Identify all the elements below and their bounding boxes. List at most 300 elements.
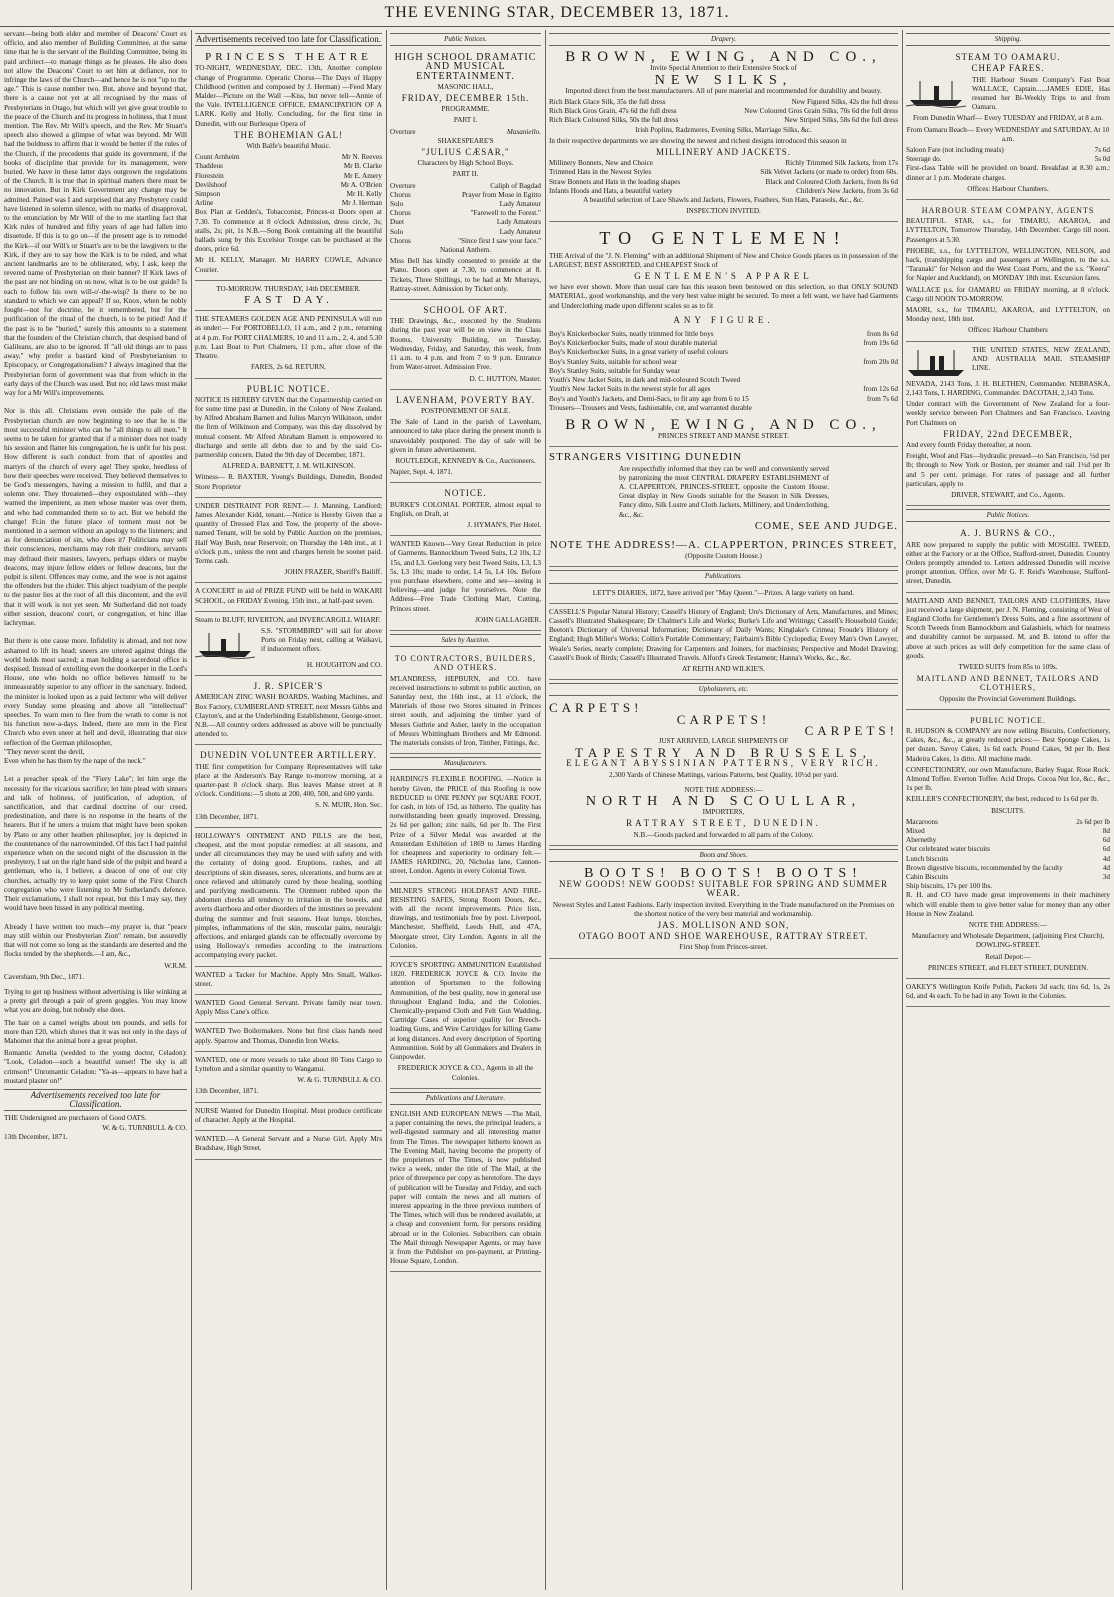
ad-body: Are respectfully informed that they can be well and conveniently served by patronizing the most CENTRAL DRAPERY ESTABLISHMENT of A. CLAPPERTON, PRINCES-STREET, opposite the Custom House. Great display in New Goods suitable for the Season in Silk Dresses, Fancy ditto, Silk Lustre and Cloth Jackets, Millinery, and Underclothing, &c., &c. bbox=[619, 464, 829, 519]
ad-title: PUBLIC NOTICE. bbox=[246, 383, 331, 394]
programme-row-value: Lady Amateurs bbox=[496, 218, 541, 227]
suit-row bbox=[549, 367, 898, 376]
programme-row-label: Duet bbox=[390, 218, 404, 227]
gentlemen-ad bbox=[549, 224, 898, 447]
ad-body: WANTED Known—Very Great Reduction in price of Garments. Bannockburn Tweed Suits, L2 10s, L2 15s, and L3. Geelong very best Tweed Suits, L3, L3 5s, L3 10s; made to order, L4 5s, L4 10s. Before you purchase elsewhere, come and see—seeing is believing—and judge for yourselves. Note the Address—Free Trade Clothing Mart, Cutting, Princes street. bbox=[390, 540, 541, 613]
suit-row-label: Boy's Stanley Suits, suitable for school wear bbox=[549, 357, 678, 366]
programme-row-label: Overture bbox=[390, 181, 416, 190]
section-heading: Drapery. bbox=[549, 33, 898, 46]
suit-row bbox=[549, 330, 898, 339]
ad-body: we have ever shown. More than usual care has this season been bestowed on this selection, so that ONLY SOUND MATERIAL, good workmanship, and the very best value might be secured. To meet a felt want, we have had Garments and Underclothing made upon different scales so as to fit bbox=[549, 283, 898, 310]
programme-row-label: Chorus bbox=[390, 209, 411, 218]
ad-subtitle: POSTPONEMENT OF SALE. bbox=[420, 406, 511, 415]
ad-title: Steam to BLUFF, RIVERTON, and INVERCARGILL WHARF. bbox=[195, 615, 381, 624]
ad-body: Under contract with the Government of New Zealand for a four-weekly service between Port Chalmers and San Francisco. Leaving Port Chalmers on bbox=[906, 400, 1110, 427]
section-heading: Publications and Literature. bbox=[390, 1092, 541, 1105]
programme-row bbox=[390, 228, 541, 237]
carpets-ad bbox=[549, 699, 898, 845]
masthead: THE EVENING STAR, DECEMBER 13, 1871. bbox=[0, 0, 1114, 27]
suit-row-value: from 12s 6d bbox=[863, 385, 898, 394]
letter-body: servant—being both elder and member of Deacons' Court ex officio, and also member of Building Committee, at the same time that he is the servant of the Building Committee, being its paid architect—to manage things as he pleases. He also does not allow the Deacons' Court to set him at defiance, nor to infringe the laws of the Church—and hence he is not "up to the age." This is cause number two. But, above and beyond that, there is a cause not yet at all recognised by the mass of Presbyterians in Otago, but which will yet give great trouble to the peace of the Church and its progress in holiness, that I must mention. The Rev. Mr Will's speech, and the Rev. Mr Stuart's speech also showed a glimpse of what was beyond. Mr Will had the boldness to affirm that it would be better if the rules of the Church, if the precedents that guide its government, if the books of discipline that provide for its management, were buried. We have in these latter days outgrown the regulations of the Church. It is true that in spiritual matters there must be no innovation. But in Kirk Government any change may be admitted. Pained was I and surprised that any Presbytery could have listened in solemn silence, with no marks of disapproval, to the enunciation by Mr Will of the to me startling fact that Kirk rules of hundred and fifty years of age had fallen into disuetude. If this is to go on—if the present age is to remodel the Kirk—if our Will's or Stuart's are to be the lawgivers to the Kirk, if they are to say how the Kirk is to be ruled, and what ancient landmarks are to be obliterated, why, I ask, keep the revered name of Presbyterian on their banner? If Kirk laws of the past are not binding on us now, what is to be our guide? Is each to follow his own will-o'-the-wisp? Is there to be no standard to which we can appeal? If so, Knox, when he nobly fought—not for doctrine, be it remembered, but for the purification of the ritual of the church, is to be pitied! And if the past is to be "buried," surely this amounts to a statement that the founders of the Christian church, that despised band of Galileans, are also to be ignored. If "all old things are to pass away," why prefer a bastard kind of Presbyterianism to Episcopacy, or Congregationalism? I always imagined that the Presbyterian form of government was that from which in the early days of the Church was used. But no; old laws must make way for a Mr Will's improvements. Nor is this all. Christians even outside the pale of the Presbyterian church are now beginning to see that he is the most successful minister who can be "all things to all men." It seems to be taken for granted that if a minister does not toady his session and flatter his congregation, he is unfit for his post. How different is such conduct from that of apostles and martyrs of the church of every age! They spoke, heedless of how their speeches were received. They believed themselves to be God's messengers, having a mission to fulfil, and that a solemn one. They threatened—they expostulated with—they warned the impenitent, as men whose master was over them, and who had commanded them so to act. But we behold the change! Fr.in the future place of torment must not be mentioned in a sermon without an apology to the listeners; and as for denunciation of sin, who does it? Politicians may sell their consciences, merchants may rob their creditors, servants may defraud their masters, lawyers, perhaps elders or maybe deacons, may injure fellow elders or fellow deacons, but the pulpit is silent. Offences may come, and the woe is not against the offenders but the chider. This abject toadyism of the people to the pastor lies at the root of all this discontent, and the evil that it will work is not yet seen. Mr Sutherland did not toady either session, deacons' court, or congregation, et hinc illae lachrymae. But there is one cause more. Infidelity is abroad, and not now ashamed to lift its head; sneers are uttered against things the world holds most sacred; a man holding a sacerdotal office is despised. Instead of extolling even the doorkeeper in the Lord's House, one who holds no office believes himself to be immeasurably superior to any officer in the sanctuary. Indeed, the minister is looked upon as a paid lecturer who will deliver every Sunday some pleasing and above all "intellectual" speeches. To warn men to flee from the wrath to come is not his function now-a-days. Indeed, there are men in the First Church who even sneer at hell and devil, illustrating that nice reflection of the German philosopher, "They never scent the devil, Even when he has them by the nape of the neck." Let a preacher speak of the "Fiery Lake"; let him urge the necessity for the vicarious sacrifice; let him plead with sinners and talk of holiness, of justification, of adoption, of sanctification, and that cardinal doctrine of our creed, predestination, and there is no response in the hearts of the hearers. But if he utters a truism that might have been spoken by Plato or any other heathen philosopher, joy is depicted in the countenance of the narrowminded. Of this fact I had painful experience when on the second night of the discussion in the presbytery, I sat on the right hand side of the pulpit and heard a gentleman, who is, I believe, a deacon of one of our city churches, actually try to keep quiet some of the First Church congregation who were listening to Mr Sutherland's defence. Their exclamations, I shall not repeat, but this I may say, they would have been hissed in any political meeting. Already I have written too much—my prayer is, that "peace may still within our Presbyterian Zion" remain, but assuredly that will not come so long as the standards are deserted and the flocks tended by the shepherds.—I am, &c., bbox=[4, 30, 187, 959]
ad-line: From Oamaru Beach— Every WEDNESDAY and SATURDAY, At 10 a.m. bbox=[906, 125, 1110, 143]
ad-body: R. H. and CO have made great improvements in their machinery which will enable them to give better value for money than any other House in New Zealand. bbox=[906, 891, 1110, 918]
cast-row-label: Florestein bbox=[195, 171, 224, 180]
ad-body: PHOEBE, s.s., for LYTTELTON, WELLINGTON, NELSON, and back, (transhipping cargo and passengers at Wellington, to the s.s. "Taranaki" for Nelson and the West Coast Ports, and the s.s. "Keera" for Napier and Auckland), on MONDAY 18th inst. Excursion fares. bbox=[906, 246, 1110, 283]
ad-line: PRINCES STREET AND MANSE STREET. bbox=[658, 432, 789, 441]
ad-title: THE UNITED STATES, NEW ZEALAND, AND AUSTRALIA MAIL STEAMSHIP LINE. bbox=[972, 345, 1110, 373]
late-ads-heading: Advertisements received too late for Classification. bbox=[4, 1089, 187, 1111]
millinery-row-value: Richly Trimmed Silk Jackets, from 17s bbox=[785, 159, 898, 168]
programme-row-value: Prayer from Mose in Egitto bbox=[461, 190, 541, 199]
biscuit-row-value: 3d bbox=[1102, 873, 1110, 882]
oats-signature: W. & G. TURNBULL & CO. bbox=[102, 1123, 187, 1132]
programme-item: Overture bbox=[390, 127, 416, 136]
silk-row-value: New Figured Silks, 42s the full dress bbox=[791, 98, 898, 107]
ad-signature: JOHN FRAZER, Sheriff's Bailiff. bbox=[284, 568, 382, 577]
ad-signature: ALFRED A. BARNETT, J. M. WILKINSON. bbox=[221, 462, 356, 471]
biscuit-row bbox=[906, 818, 1110, 827]
ad-date: 13th December, 1871. bbox=[195, 1087, 259, 1096]
cast-row-label: Devilshoof bbox=[195, 180, 227, 189]
ad-subtitle: CHEAP FARES. bbox=[971, 63, 1045, 74]
ad-line: SHAKESPEARE'S bbox=[437, 136, 494, 145]
biscuit-row-value: 6d bbox=[1102, 836, 1110, 845]
biscuit-row bbox=[906, 873, 1110, 882]
school-of-art-ad bbox=[390, 302, 541, 390]
ad-line: And every fourth Friday thereafter, at noon. bbox=[906, 440, 1032, 449]
wanted-ad bbox=[195, 1025, 382, 1051]
biscuit-row-value: 2s 6d per lb bbox=[1076, 817, 1110, 826]
ad-line: National Anthem. bbox=[439, 246, 492, 255]
ad-subtitle: NEW GOODS! NEW GOODS! SUITABLE FOR SPRING AND SUMMER WEAR. bbox=[559, 879, 888, 899]
fare-row-label: Steerage do. bbox=[906, 155, 942, 164]
ad-title: JAS. MOLLISON AND SON, bbox=[657, 920, 790, 931]
ad-body: MILNER'S STRONG HOLDFAST AND FIRE-RESISTING SAFES, Strong Room Doors, &c., with all the recent improvements. Price lists, drawings, and testimonials free by post. Liverpool, Manchester, Sheffield, Leeds Hull, and 47A, Moorgate street, City London. Agents in all the Colonies. bbox=[390, 886, 541, 950]
mail-line-ad bbox=[906, 344, 1110, 506]
ad-title: CARPETS! bbox=[549, 700, 643, 716]
ad-signature: AT REITH AND WILKIE'S. bbox=[682, 664, 765, 673]
ad-body: Newest Styles and Latest Fashions. Early inspection invited. Everything in the Trade manufactured on the Premises on the shortest notice of the very best material and workmanship. bbox=[552, 900, 895, 918]
ad-body: UNDER DISTRAINT FOR RENT.— J. Manning, Landlord; James Alexander Kidd, tenant.—Notice is Hereby Given that a quantity of Dressed Flax and Tow, the property of the above-named Tenant, will be sold by Public Auction on the premises, Half Way Bush, near Reservoir, on Thursday the 14th inst., at 1 o'clock p.m., unless the rent and charges herein be sooner paid. Terms cash. bbox=[195, 501, 382, 565]
programme-row-value: Lady Amateur bbox=[499, 227, 541, 236]
brown-ewing-silks-ad bbox=[549, 49, 898, 222]
cast-list bbox=[195, 153, 382, 208]
biscuit-row-label: Macaroons bbox=[906, 817, 938, 826]
millinery-row-value: Children's New Jackets, from 3s 6d bbox=[796, 186, 898, 195]
ad-line: 2,300 Yards of Chinese Mattings, various Patterns, best Quality, 10½d per yard. bbox=[608, 770, 839, 779]
programme-list bbox=[390, 182, 541, 246]
cast-row-value: Mr H. Kelly bbox=[346, 190, 382, 199]
ad-title: BROWN, EWING, AND CO., bbox=[565, 416, 882, 433]
millinery-row-label: Infants Hoods and Hats, a beautiful variety bbox=[549, 186, 673, 195]
ad-title: CARPETS! bbox=[676, 711, 771, 727]
millinery-row-value: Silk Velvet Jackets (or made to order) from 60s. bbox=[760, 168, 898, 177]
section-heading: Public Notices. bbox=[390, 33, 541, 46]
burke-ad bbox=[390, 485, 541, 536]
fare-row-label: Saloon Fare (not including meals) bbox=[906, 146, 1004, 155]
cast-row bbox=[195, 153, 382, 162]
ad-signature: ROUTLEDGE, KENNEDY & Co., Auctioneers. bbox=[395, 456, 536, 465]
ad-line: Offices: Harbour Chambers bbox=[968, 326, 1048, 335]
ad-title: A. J. BURNS & CO., bbox=[960, 528, 1056, 539]
mail-ad bbox=[390, 1108, 541, 1272]
ad-line: PART II. bbox=[452, 170, 479, 179]
ad-line: PRINCES STREET, and FLEET STREET, DUNEDIN. bbox=[927, 963, 1089, 972]
ad-body: THE STEAMERS GOLDEN AGE AND PENINSULA will run as under:— For PORTOBELLO, 11 a.m., and 2 p.m., returning at 4 p.m. For PORT CHALMERS, 10 and 11 a.m., 2, 4, and 5.30 p.m. Last Boat to Port Chalmers, 11 p.m., after close of the Theatre. bbox=[195, 315, 382, 361]
ad-line: NOTE THE ADDRESS:— bbox=[968, 921, 1048, 930]
ad-body: BURKE'S COLONIAL PORTER, almost equal to English, on Draft, at bbox=[390, 500, 541, 518]
millinery-row-value: Black and Coloured Cloth Jackets, from 8s 6d bbox=[765, 177, 898, 186]
auction-ad bbox=[390, 650, 541, 754]
millinery-row-label: Trimmed Hats in the Newest Styles bbox=[549, 168, 652, 177]
suit-row bbox=[549, 404, 898, 413]
biscuit-row-value: 4d bbox=[1102, 863, 1110, 872]
wanted-ad bbox=[195, 969, 382, 995]
suit-row bbox=[549, 376, 898, 385]
section-heading: Upholsterers, etc. bbox=[549, 683, 898, 696]
ad-line: INSPECTION INVITED. bbox=[686, 207, 761, 216]
suit-row-label: Boy's Knickerbocker Suits, made of stout durable material bbox=[549, 339, 718, 348]
ad-body: OAKEY'S Wellington Knife Polish, Packets 3d each; tins 6d, 1s, 2s 6d, and 4s each. To be had in any Town in the Colonies. bbox=[906, 983, 1110, 1001]
suit-row-label: Youth's New Jacket Suits, in dark and mid-coloured Scotch Tweed bbox=[549, 376, 741, 385]
cast-row bbox=[195, 181, 382, 190]
ad-body: THE Harbour Steam Company's Fast Boat WALLACE, Captain......JAMES EDIE, Has resumed her Bi-Weekly Trips to and from Oamaru. bbox=[972, 75, 1110, 112]
biscuit-row-value: 8d bbox=[1102, 827, 1110, 836]
ad-signature: Mr H. KELLY, Manager. Mr HARRY COWLE, Advance Courier. bbox=[195, 256, 382, 274]
ad-body: WALLACE p.s. for OAMARU on FRIDAY morning, at 8 o'clock. Cargo till NOON TO-MORROW. bbox=[906, 285, 1110, 303]
wanted-ad bbox=[195, 1133, 382, 1159]
biscuit-row bbox=[906, 836, 1110, 845]
section-heading: Public Notices. bbox=[906, 509, 1110, 522]
princess-theatre-ad bbox=[195, 49, 382, 281]
ad-line: FRIDAY, DECEMBER 15th. bbox=[401, 93, 530, 104]
ad-body: S.S. "STORMBIRD" will sail for above Ports on Friday next, calling at Waikavi, if inducement offers. bbox=[261, 626, 382, 654]
silk-row-value: New Coloured Gros Grain Silks, 70s 6d the full dress bbox=[744, 107, 898, 116]
ad-subtitle: COME, SEE AND JUDGE. bbox=[754, 519, 898, 532]
programme-row-value: "Since first I saw your face." bbox=[458, 236, 541, 245]
column-4 bbox=[549, 30, 898, 1590]
column-5 bbox=[906, 30, 1110, 1590]
programme-row-label: Solo bbox=[390, 227, 404, 236]
ad-title: PUBLIC NOTICE. bbox=[970, 715, 1046, 725]
ad-line: JUST ARRIVED, LARGE SHIPMENTS OF bbox=[658, 736, 789, 745]
ad-title: NOTE THE ADDRESS!—A. CLAPPERTON, PRINCES STREET, bbox=[549, 538, 898, 551]
ad-body: The Sale of Land in the parish of Lavenham, announced to take place during the present month is unavoidably postponed. The day of sale will be given in future advertisement. bbox=[390, 418, 541, 454]
silk-row-label: Rich Black Glace Silk, 35s the full dress bbox=[549, 98, 666, 107]
cast-row-value: Mr E. Amery bbox=[343, 171, 382, 180]
column-3 bbox=[390, 30, 541, 1590]
cast-row-value: Mr J. Herman bbox=[341, 199, 382, 208]
section-heading: Shipping. bbox=[906, 33, 1110, 46]
clothing-ad bbox=[390, 538, 541, 631]
ad-body: A CONCERT in aid of PRIZE FUND will be held in WAKARI SCHOOL, on FRIDAY Evening, 15th inst., at half-past seven. bbox=[195, 587, 382, 605]
ad-title: SCHOOL OF ART. bbox=[423, 305, 508, 316]
burns-ad bbox=[906, 525, 1110, 592]
programme-row bbox=[390, 200, 541, 209]
ad-subtitle: TAPESTRY AND BRUSSELS, bbox=[575, 745, 872, 761]
boots-ad bbox=[549, 865, 898, 959]
ad-line: TWEED SUITS from 85s to 109s. bbox=[958, 662, 1058, 671]
biscuit-row bbox=[906, 845, 1110, 854]
ad-title: STRANGERS VISITING DUNEDIN bbox=[549, 451, 743, 464]
millinery-row bbox=[549, 159, 898, 168]
cast-row bbox=[195, 199, 382, 208]
programme-row-value: Caliph of Bagdad bbox=[490, 181, 541, 190]
biscuit-row-label: Brown digestive biscuits, recommended by the faculty bbox=[906, 863, 1063, 872]
ad-body: ARE now prepared to supply the public with MOSGIEL TWEED, either at the Factory or at the Office, Stafford-street, Dunedin. Country Orders promptly attended to. Letters addressed Dunedin will receive prompt attention. Office, over Mr G. F. Reid's Warehouse, Stafford-street, Dunedin. bbox=[906, 540, 1110, 586]
letter-dateline: Caversham, 9th Dec., 1871. bbox=[4, 972, 85, 981]
millinery-row bbox=[549, 168, 898, 177]
ad-title: FAST DAY. bbox=[244, 294, 333, 307]
ad-body: KEILLER'S CONFECTIONERY, the best, reduced to 1s 6d per lb. bbox=[906, 795, 1099, 804]
suit-row-value: from 7s 6d bbox=[866, 394, 898, 403]
harbour-steam-ad bbox=[906, 202, 1110, 342]
fare-row bbox=[906, 155, 1110, 164]
suit-row-label: Boy's Stanley Suits, suitable for Sunday wear bbox=[549, 366, 680, 375]
millinery-row-label: Straw Bonnets and Hats in the leading shapes bbox=[549, 177, 681, 186]
ad-line: Offices: Harbour Chambers. bbox=[967, 184, 1049, 193]
fare-row bbox=[906, 146, 1110, 155]
ad-line: Manufactory and Wholesale Department, (adjoining First Church), DOWLING-STREET. bbox=[911, 932, 1105, 950]
biscuit-row bbox=[906, 827, 1110, 836]
column-rule bbox=[545, 30, 546, 1590]
ad-line: "JULIUS CÆSAR," bbox=[421, 147, 510, 158]
ad-line: First Shop from Princes-street. bbox=[679, 943, 768, 952]
programme-row bbox=[390, 209, 541, 218]
steamship-icon bbox=[906, 348, 966, 378]
suit-row bbox=[549, 385, 898, 394]
ad-body: NOTICE IS HEREBY GIVEN that the Copartnership carried on for some time past at Dunedin, in the Colony of New Zealand, by Alfred Abraham Barnett and Julius Marcyn Wilkinson, under the firm of Wilkinson and Company, was this day dissolved by mutual consent. Mr Alfred Abraham Barnett is empowered to discharge and settle all debts due to and by the said Co-partnership concern. Dated the 9th day of December, 1871. bbox=[195, 395, 382, 459]
ad-body: MAORI, s.s., for TIMARU, AKAROA, and LYTTELTON, on Monday next, 18th inst. bbox=[906, 306, 1110, 324]
stormbird-ad bbox=[195, 614, 382, 676]
ad-line: N.B.—Goods packed and forwarded to all parts of the Colony. bbox=[633, 830, 814, 839]
ad-title: NORTH AND SCOULLAR, bbox=[585, 794, 862, 809]
ad-body: Miss Bell has kindly consented to preside at the Piano. Doors open at 7.30, to commence at 8. Tickets, Three Shillings, to be had at Mr Murrays, Rattray-street. Admission by Ticket only. bbox=[390, 257, 541, 293]
ad-title: J. R. SPICER'S bbox=[253, 681, 324, 692]
ad-line: MASONIC HALL, bbox=[437, 82, 494, 91]
ad-signature: J. HYMAN'S, Pier Hotel. bbox=[467, 520, 541, 529]
programme-row bbox=[390, 237, 541, 246]
ad-signature: H. HOUGHTON and CO. bbox=[306, 660, 382, 669]
suit-row bbox=[549, 348, 898, 357]
artillery-ad bbox=[195, 747, 382, 827]
fast-day-ad bbox=[195, 283, 382, 311]
programme-row-value: "Farewell to the Forest." bbox=[470, 209, 541, 218]
cast-row bbox=[195, 172, 382, 181]
silk-row-label: Rich Black Coloured Silks, 50s the full dress bbox=[549, 116, 679, 125]
ad-title: CARPETS! bbox=[804, 722, 898, 738]
millinery-list bbox=[549, 159, 898, 196]
suit-row-label: Trousers—Trousers and Vests, fashionable, cut, and warranted durable bbox=[549, 403, 752, 412]
ad-signature: S. N. MUIR, Hon. Sec. bbox=[315, 801, 382, 810]
ad-signature: JOHN GALLAGHER. bbox=[475, 615, 541, 624]
ad-line: With Balfe's beautiful Music. bbox=[246, 142, 331, 151]
ad-subtitle: RATTRAY STREET, DUNEDIN. bbox=[626, 818, 821, 829]
ad-title: MAITLAND AND BENNET, TAILORS AND CLOTHIERS, bbox=[916, 674, 1100, 693]
silk-row bbox=[549, 107, 898, 116]
ad-title: HARBOUR STEAM COMPANY, AGENTS bbox=[921, 206, 1095, 216]
suit-row-label: Boy's Knickerbocker Suits, in a great variety of useful colours bbox=[549, 348, 728, 357]
programme-row bbox=[390, 182, 541, 191]
holloway-ad bbox=[195, 830, 382, 967]
clapperton-ad bbox=[549, 449, 898, 567]
joyce-ad bbox=[390, 959, 541, 1089]
spicer-ad bbox=[195, 678, 382, 745]
suit-row-label: Boy's Knickerbocker Suits, neatly trimmed for little boys bbox=[549, 330, 714, 339]
silk-row-label: Rich Black Gros Grain, 47s 6d the full dress bbox=[549, 107, 677, 116]
ad-body: THE Arrival of the "J. N. Fleming" with an additional Shipment of New and Choice Goods places us in possession of the LARGEST, BEST ASSORTED, and CHEAPEST Stock of bbox=[549, 251, 898, 269]
column-rule bbox=[386, 30, 387, 1590]
biscuits-list bbox=[906, 818, 1110, 892]
section-heading: Boots and Shoes. bbox=[549, 849, 898, 862]
ad-body: First-class Table will be provided on board. Breakfast at 8.30 a.m.: dinner at 1 p.m. Moderate charges. bbox=[906, 164, 1110, 182]
biscuit-row-label: Our celebrated water biscuits bbox=[906, 845, 991, 854]
silks-price-list bbox=[549, 98, 898, 126]
filler-paragraph: Trying to get up business without advertising is like winking at a pretty girl through a pair of green goggles. You may know what you are doing, but nobody else does. bbox=[4, 987, 187, 1015]
nurse-ad bbox=[195, 1105, 382, 1131]
ad-title: STEAM TO OAMARU. bbox=[955, 52, 1061, 63]
ad-signature: FREDERICK JOYCE & CO., Agents in all the Colonies. bbox=[397, 1064, 534, 1082]
hudson-ad bbox=[906, 712, 1110, 979]
programme-row-label: Solo bbox=[390, 200, 404, 209]
biscuit-row bbox=[906, 855, 1110, 864]
ad-title: TO CONTRACTORS, BUILDERS, AND OTHERS. bbox=[394, 654, 537, 673]
ad-body: Box Plan at Geddes's, Tobacconist, Princes-st Doors open at 7.30. To commence at 8 o'clock Admission, dress circle, 3s; stalls, 2s; pit, 1s N.B.—Song Book containing all the beautiful ballads sung by this Excelsior Troupe can be purchased at the doors, price 6d. bbox=[195, 208, 382, 254]
silk-row bbox=[549, 116, 898, 125]
programme-row-value: Lady Amateur bbox=[499, 200, 541, 209]
biscuit-row-label: Cabin Biscuits bbox=[906, 873, 949, 882]
millinery-row-label: Millinery Bonnets, New and Choice bbox=[549, 159, 654, 168]
ad-line: BISCUITS. bbox=[991, 806, 1025, 815]
ad-title: NOTICE. bbox=[444, 488, 487, 499]
ad-body: In their respective departments we are showing the newest and richest designs introduced this season in bbox=[549, 136, 847, 145]
ad-title: PRINCESS THEATRE bbox=[205, 51, 372, 64]
suit-row-label: Youth's New Jacket Suits in the newest style for all ages bbox=[549, 385, 711, 394]
concert-ad bbox=[195, 585, 382, 611]
ad-body: CASSELL'S Popular Natural History; Cassell's History of England; Ure's Dictionary of Arts, Manufactures, and Mines; Cassell's Illustrated Shakespeare; Dr Chalmer's Life and Works; Burke's Life and Writings; Cassell's Household Guide; Beeton's Dictionary of Universal Information; Dictionary of Daily Wants; Kinglake's Crimea; Froude's History of England; Hugh Miller's Works; Collin's Portable Commentary; Fairbairn's Bible Cyclopedia; Every Man's Own Lawyer, Weale's Series, nearly complete; Drawing for Carpenters and Joiners, for machinists; Perspective and Model Drawing; Cassell's Book of Birds; Cassell's Illustrated Travels. Alford's Greek Testament; Hanna's Works, &c., &c. bbox=[549, 607, 898, 662]
steamers-ad bbox=[195, 313, 382, 378]
letts-ad bbox=[549, 587, 898, 604]
suits-price-list bbox=[549, 330, 898, 413]
column-rule bbox=[902, 30, 903, 1590]
silk-row bbox=[549, 98, 898, 107]
ad-date: TO-MORROW. THURSDAY, 14th DECEMBER. bbox=[216, 284, 361, 293]
ad-body: BEAUTIFUL STAR, s.s., for TIMARU, AKAROA, and LYTTELTON, Tomorrow Thursday, 14th December. Cargo till noon. Passengers at 5.30. bbox=[906, 217, 1110, 244]
ad-line: Characters by High School Boys. bbox=[417, 159, 514, 168]
ad-line: PROGRAMME. bbox=[441, 105, 490, 114]
ad-subtitle: ANY FIGURE. bbox=[673, 314, 774, 325]
oamaru-steam-ad bbox=[906, 49, 1110, 200]
section-heading: Publications. bbox=[549, 570, 898, 583]
suit-row-value: from 8s 6d bbox=[866, 330, 898, 339]
ad-line: FARES, 2s 6d. RETURN. bbox=[251, 363, 326, 372]
ad-line: Retail Depot:— bbox=[985, 952, 1031, 961]
section-heading: Sales by Auction. bbox=[390, 634, 541, 647]
wanted-ad bbox=[195, 997, 382, 1023]
ad-body: ENGLISH AND EUROPEAN NEWS —The Mail, a paper containing the news, the principal leaders, a well-digested summary and all interesting matter from The Times. The newspaper hitherto known as The Evening Mail, having become the property of the proprietors of The Times, is now published twice a week, under the title of The Mail, at the price of threepence per copy as heretofore. The days of publication will be Tuesday and Friday, and each paper will contain the news and all matters of interest appearing in the three previous numbers of The Times, which will thus be rendered available, at a cheap and convenient form, for persons residing abroad or in the Colonies. Subscribers can obtain The Mail through Newspaper Agents, or may have it from the Publisher on pre-payment, at Printing-House Square, London. bbox=[390, 1109, 541, 1266]
ad-line: Opposite the Provincial Government Buildings. bbox=[939, 694, 1077, 703]
distraint-notice bbox=[195, 500, 382, 584]
ad-line: Invite Special Attention to their Extensive Stock of bbox=[650, 64, 797, 73]
cast-row-label: Simpson bbox=[195, 190, 221, 199]
steamship-icon bbox=[195, 629, 255, 659]
ad-line: NOTE THE ADDRESS:— bbox=[684, 785, 763, 794]
ad-witness: Witness— R. BAXTER, Young's Buildings, Dunedin, Bonded Store Proprietor bbox=[195, 473, 382, 491]
cassell-ad bbox=[549, 606, 898, 680]
silk-row-value: New Striped Silks, 58s 6d the full dress bbox=[784, 116, 898, 125]
column-1 bbox=[4, 30, 187, 1590]
ad-title: TO GENTLEMEN! bbox=[599, 228, 848, 249]
filler-paragraph: Romantic Amelia (wedded to the young doctor, Celadon): "Look, Celadon—such a beautiful sunset! The sky is all crimson!" Unromantic Celadon: "Ya-as—appears to have had a mustard plaster on!" bbox=[4, 1049, 187, 1085]
suit-row bbox=[549, 358, 898, 367]
cast-row-value: Mr A. O'Brien bbox=[340, 180, 382, 189]
ad-title: HIGH SCHOOL DRAMATIC AND MUSICAL ENTERTAINMENT. bbox=[394, 52, 537, 82]
ad-body: NURSE Wanted for Dunedin Hospital. Must produce certificate of character. Apply at the Hospital. bbox=[195, 1106, 382, 1124]
ad-subtitle: GENTLEMEN'S APPAREL bbox=[634, 271, 813, 282]
ad-subtitle: MILLINERY AND JACKETS. bbox=[656, 147, 791, 158]
ad-body: CONFECTIONERY, our own Manufacture, Barley Sugar. Rose Rock. Almond Toffee. Everton Toffee. Acid Drops. Cocoa Nut Ice, &c., &c., 1s per lb. bbox=[906, 765, 1110, 793]
programme-row-label: Chorus bbox=[390, 236, 411, 245]
ad-signature: DRIVER, STEWART, and Co., Agents. bbox=[951, 490, 1065, 499]
ad-line: Imported direct from the best manufacturers. All of pure material and recommended for durability and beauty. bbox=[565, 86, 882, 95]
ad-title: DUNEDIN VOLUNTEER ARTILLERY. bbox=[200, 750, 377, 761]
biscuit-row-value: 4d bbox=[1102, 854, 1110, 863]
partnership-notice bbox=[195, 381, 382, 498]
ad-body: WANTED Good General Servant. Private family near town. Apply Miss Cane's office. bbox=[195, 999, 382, 1017]
ad-body: JOYCE'S SPORTING AMMUNITION Established 1820. FREDERICK JOYCE & CO. Invite the attention of Sportsmen to the following Ammunition, of the best quality, now in general use throughout England India, and the Colonies. Chemically-prepared Cloth and Felt Gun Wadding, Cartridge Cases of superior quality for Breech-loading Guns, and Wire Cartridges for killing Game at long distances. And every description of Sporting Ammunition. Sold by all Gunmakers and Dealers in Gunpowder. bbox=[390, 961, 541, 1062]
suit-row-label: Boy's and Youth's Jackets, and Demi-Sacs, to fit any age from 6 to 15 bbox=[549, 394, 749, 403]
fares-list bbox=[906, 146, 1110, 164]
ad-body: Freight, Wool and Flax—hydraulic pressed—to San Francisco, ½d per lb; through to New York or Boston, per steamer and rail 1½d per lb and 5 per cent. primage. For rates of passage and all further particulars, apply to bbox=[906, 452, 1110, 488]
ad-body: LETT'S DIARIES, 1872, have arrived per "May Queen."—Prizes. A large variety on hand. bbox=[592, 588, 855, 597]
ad-title: BOOTS! BOOTS! BOOTS! bbox=[584, 866, 863, 882]
biscuit-row-value: 6d bbox=[1102, 845, 1110, 854]
ad-body: M'LANDRESS, HEPBURN, and CO. have received instructions to submit to public auction, on Saturday next, the 16th inst., at 11 o'clock, the Materials of those two Stores situated in Princes street south, and adjoining the timber yard of Messrs Guthrie and Asher, lately in the occupation of Messrs Whittingham Brothers and Mr Edmond. The materials consists of Iron, Timber, Fittings, &c. bbox=[390, 674, 541, 747]
ad-line: IMPORTERS, bbox=[702, 808, 745, 817]
ad-body: THE first competition for Company Representatives will take place at the Anderson's Bay Range to-morrow morning, at a quarter-past 8 o'clock sharp. Bus leaves Manse street at 8 o'clock. Conditions:—5 shots at 200, 400, 500, and 600 yards. bbox=[195, 762, 382, 799]
ad-subtitle: FRIDAY, 22nd DECEMBER, bbox=[943, 428, 1073, 439]
ad-date: 13th December, 1871. bbox=[195, 812, 259, 821]
biscuit-row bbox=[906, 882, 1110, 891]
oats-date: 13th December, 1871. bbox=[4, 1132, 68, 1141]
biscuit-row-label: Lunch biscuits bbox=[906, 854, 949, 863]
ad-body: WANTED, one or more vessels to take about 80 Tons Cargo to Lyttelton and a similar quantity to Wanganui. bbox=[195, 1055, 382, 1074]
ad-subtitle: THE BOHEMIAN GAL! bbox=[234, 129, 343, 140]
biscuit-row-label: Mixed bbox=[906, 827, 925, 836]
late-ads-heading: Advertisements received too late for Classification. bbox=[195, 33, 382, 46]
milner-ad bbox=[390, 885, 541, 957]
suit-row-value: from 20s 0d bbox=[863, 357, 898, 366]
ad-line: From Dunedin Wharf— Every TUESDAY and FRIDAY, at 8 a.m. bbox=[912, 114, 1104, 123]
millinery-row bbox=[549, 187, 898, 196]
harding-ad bbox=[390, 773, 541, 882]
ad-body: WANTED Two Boilermakers. None but first class hands need apply. Sparrow and Thomas, Dunedin Iron Works. bbox=[195, 1027, 382, 1045]
cast-row-label: Count Arnheim bbox=[195, 153, 240, 162]
biscuit-row bbox=[906, 864, 1110, 873]
biscuit-row-label: Abernethy bbox=[906, 836, 937, 845]
programme-row bbox=[390, 128, 541, 137]
programme-row bbox=[390, 218, 541, 227]
ad-signature: W. & G. TURNBULL & CO. bbox=[297, 1076, 382, 1085]
ad-subtitle: ELEGANT ABYSSINIAN PATTERNS, VERY RICH. bbox=[566, 758, 881, 769]
ad-line: (Opposite Custom House.) bbox=[685, 552, 762, 561]
cast-row-value: Mr N. Reeves bbox=[341, 153, 382, 162]
ad-title: BROWN, EWING, AND CO., bbox=[565, 49, 882, 66]
ad-title: LAVENHAM, POVERTY BAY. bbox=[396, 394, 535, 405]
programme-detail: Masaniello. bbox=[506, 127, 541, 136]
column-rule bbox=[191, 30, 192, 1590]
oats-ad: THE Undersigned are purchasers of Good OATS. bbox=[4, 1114, 147, 1123]
